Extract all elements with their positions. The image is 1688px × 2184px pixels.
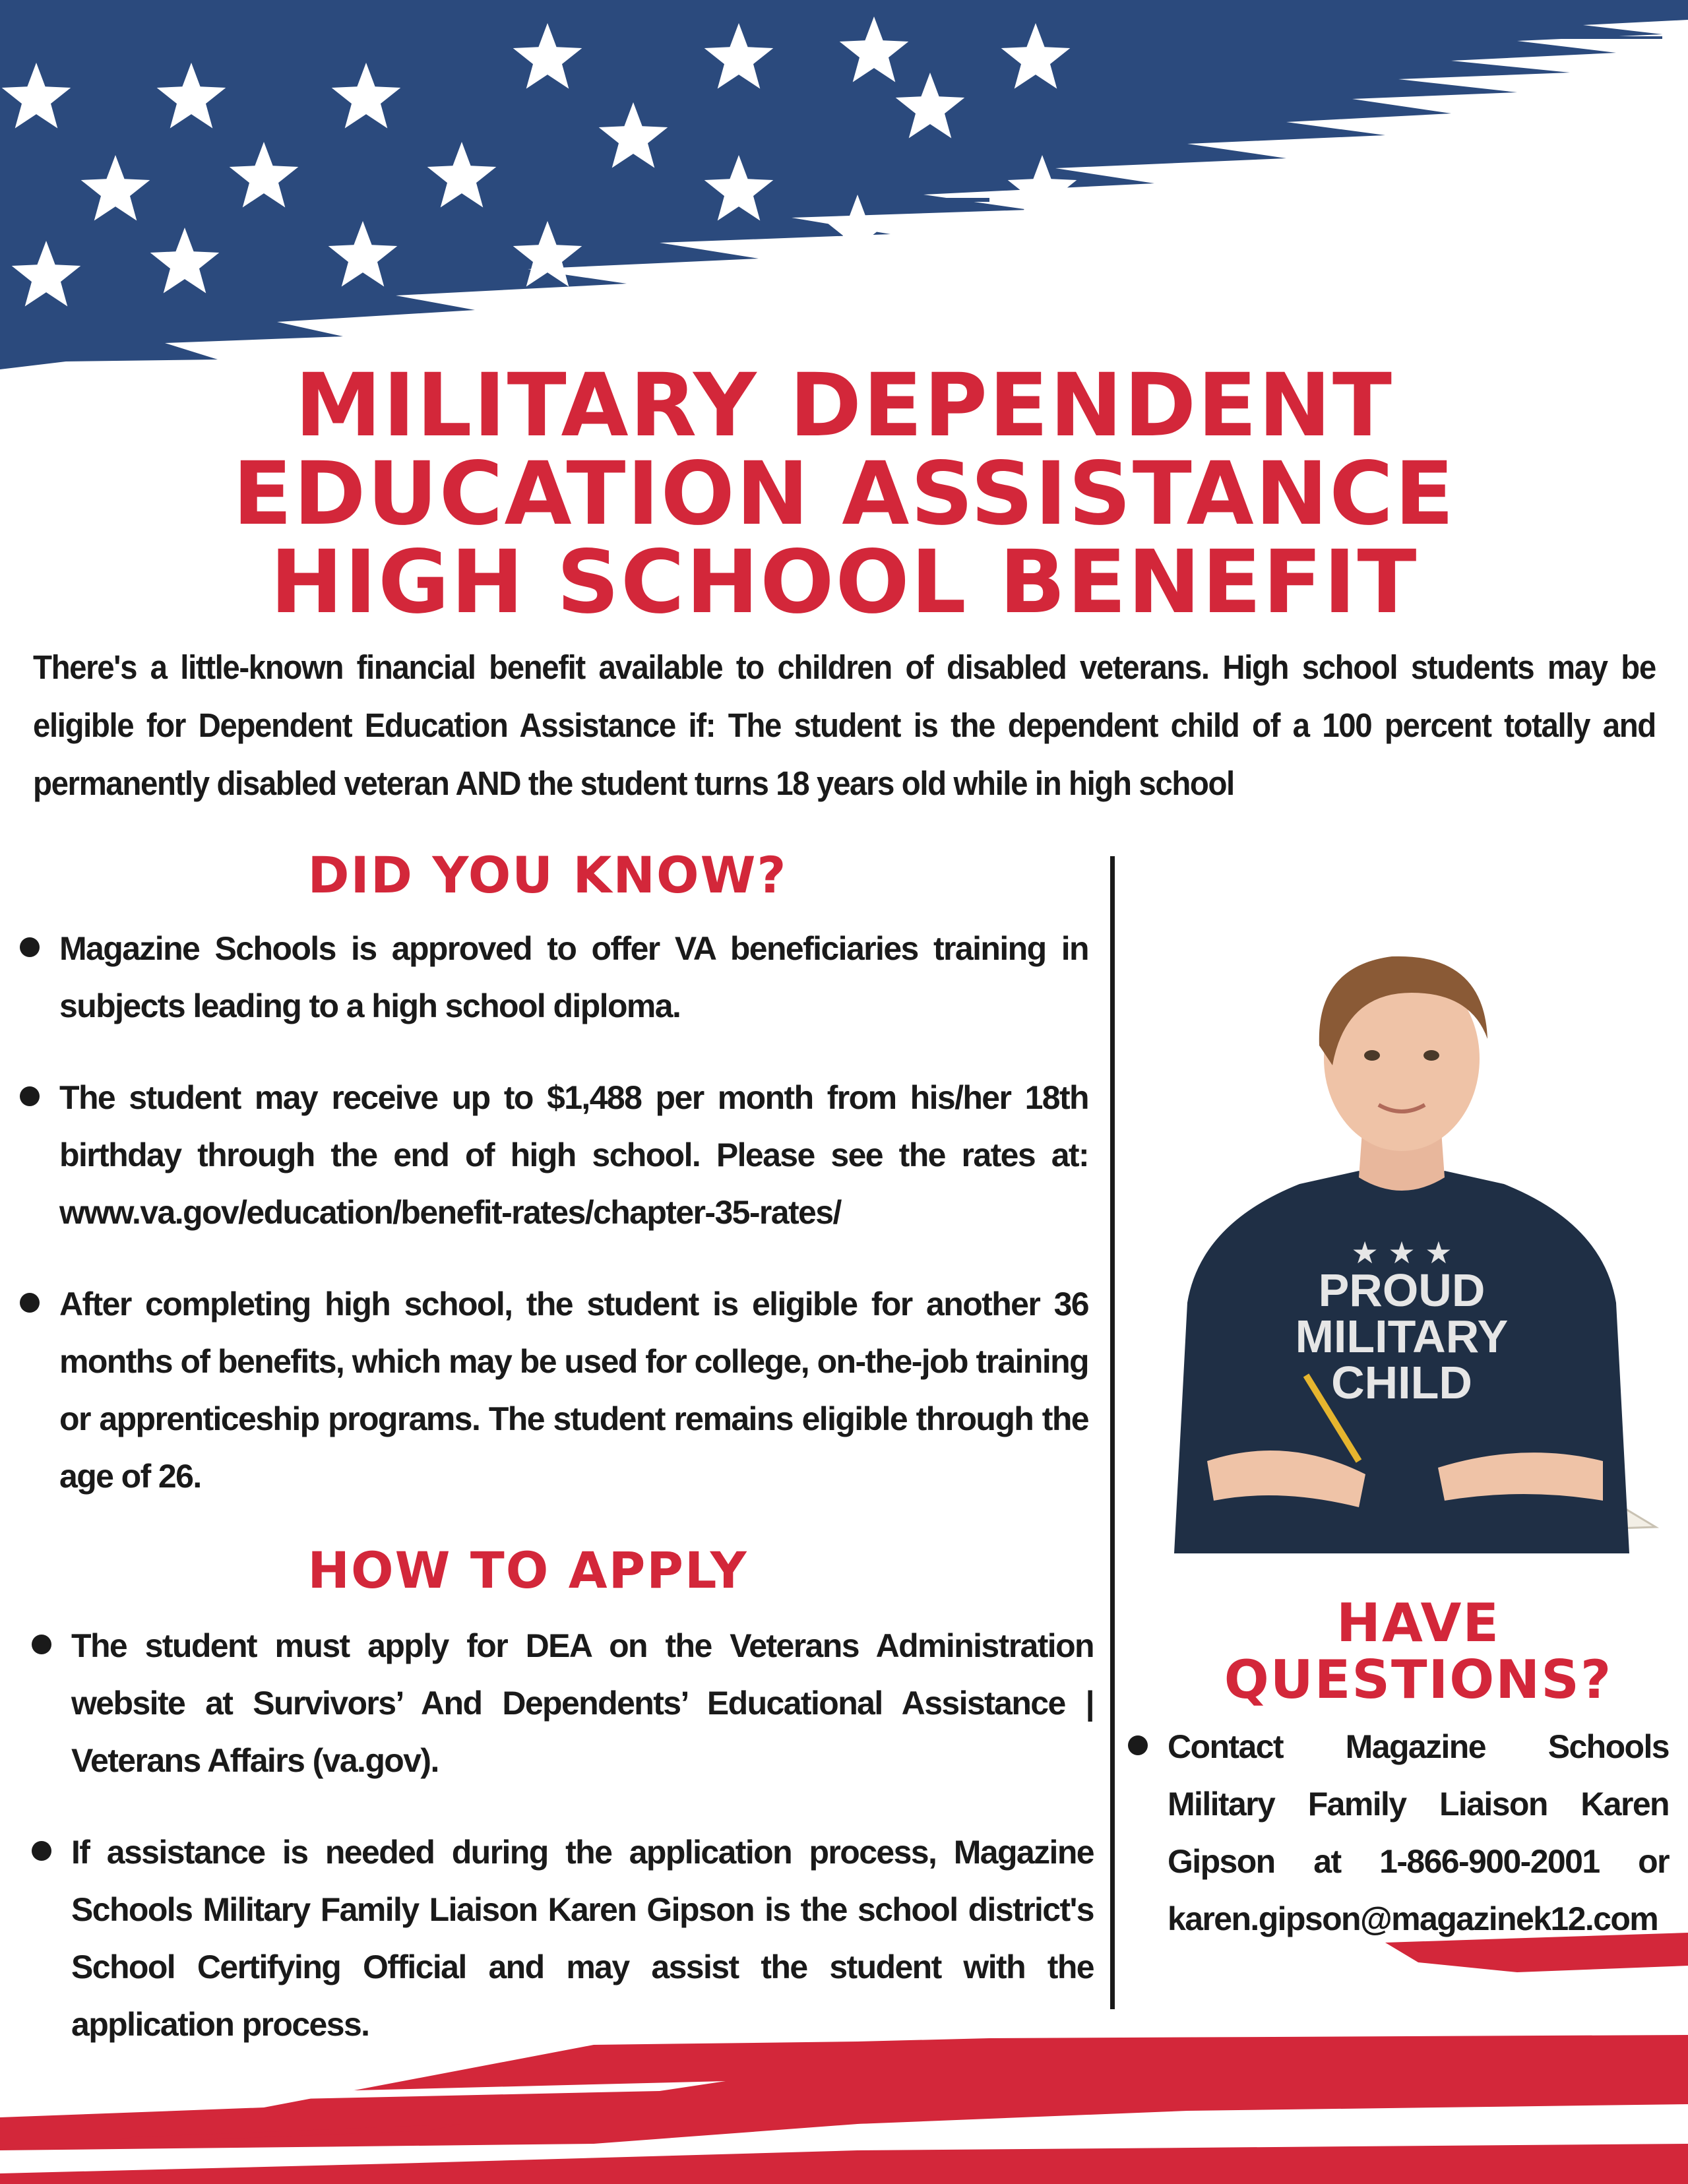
list-item [25, 1824, 1094, 2053]
list-item [25, 1617, 1094, 1790]
list-item [13, 920, 1088, 1035]
eye-right [1423, 1050, 1439, 1061]
student-photo [1128, 894, 1675, 1553]
intro-paragraph: There's a little-known financial benefit available to children of disabled veterans. High school students may be eligible for Dependent Education Assistance if: The student is the dependent child of a 100 percent totally and permanently disabled veteran AND the student turns 18 years old while in high school [33, 648, 1656, 802]
how-to-apply-list [25, 1617, 1094, 2088]
list-item [1121, 1718, 1669, 1948]
list-item-text: The student must apply for DEA on the Veterans Administration website at Survivors’ And Dependents’ Educational Assistance | Veterans Affairs (va.gov). [71, 1627, 1094, 1779]
did-you-know-list [13, 920, 1088, 1540]
list-item-text: If assistance is needed during the application process, Magazine Schools Military Family Liaison Karen Gipson is the school district's School Certifying Official and may assist the student with the application process. [71, 1834, 1094, 2043]
have-questions-line-1: HAVE [1336, 1592, 1500, 1654]
bullet-icon [1128, 1735, 1148, 1755]
flag-banner-top [0, 0, 1688, 369]
shirt-stars-icon: ★ ★ ★ [1351, 1235, 1453, 1270]
have-questions-heading [1174, 1592, 1662, 1710]
bullet-icon [20, 937, 40, 957]
column-divider [1110, 856, 1115, 2009]
page-title [0, 355, 1688, 633]
title-line-1: MILITARY DEPENDENT [295, 355, 1393, 456]
shirt-text-1: PROUD [1318, 1264, 1485, 1316]
title-line-2: EDUCATION ASSISTANCE [232, 443, 1456, 545]
contact-text: Contact Magazine Schools Military Family Liaison Karen Gipson at 1-866-900-2001 or karen.gipson@magazinek12.com [1168, 1728, 1669, 1937]
have-questions-line-2: QUESTIONS? [1224, 1649, 1613, 1710]
list-item-text: Magazine Schools is approved to offer VA beneficiaries training in subjects leading to a high school diploma. [59, 930, 1088, 1024]
bullet-icon [32, 1635, 51, 1654]
shirt-text-2: MILITARY [1295, 1311, 1509, 1362]
title-line-3: HIGH SCHOOL BENEFIT [270, 532, 1418, 633]
did-you-know-heading: DID YOU KNOW? [307, 846, 788, 904]
list-item-text: The student may receive up to $1,488 per month from his/her 18th birthday through the end of high school. Please see the rates at: www.va.gov/education/benefit-rates/chapter-35-rates/ [59, 1079, 1088, 1231]
bullet-icon [32, 1841, 51, 1861]
eye-left [1364, 1050, 1380, 1061]
list-item [13, 1069, 1088, 1241]
bullet-icon [20, 1086, 40, 1106]
questions-list [1121, 1718, 1669, 1948]
bullet-icon [20, 1293, 40, 1313]
how-to-apply-heading: HOW TO APPLY [307, 1541, 748, 1600]
list-item [13, 1276, 1088, 1505]
list-item-text: After completing high school, the student is eligible for another 36 months of benefits, which may be used for college, on-the-job training or apprenticeship programs. The student remains eligible through the age of 26. [59, 1286, 1088, 1495]
shirt-text-3: CHILD [1331, 1357, 1472, 1408]
